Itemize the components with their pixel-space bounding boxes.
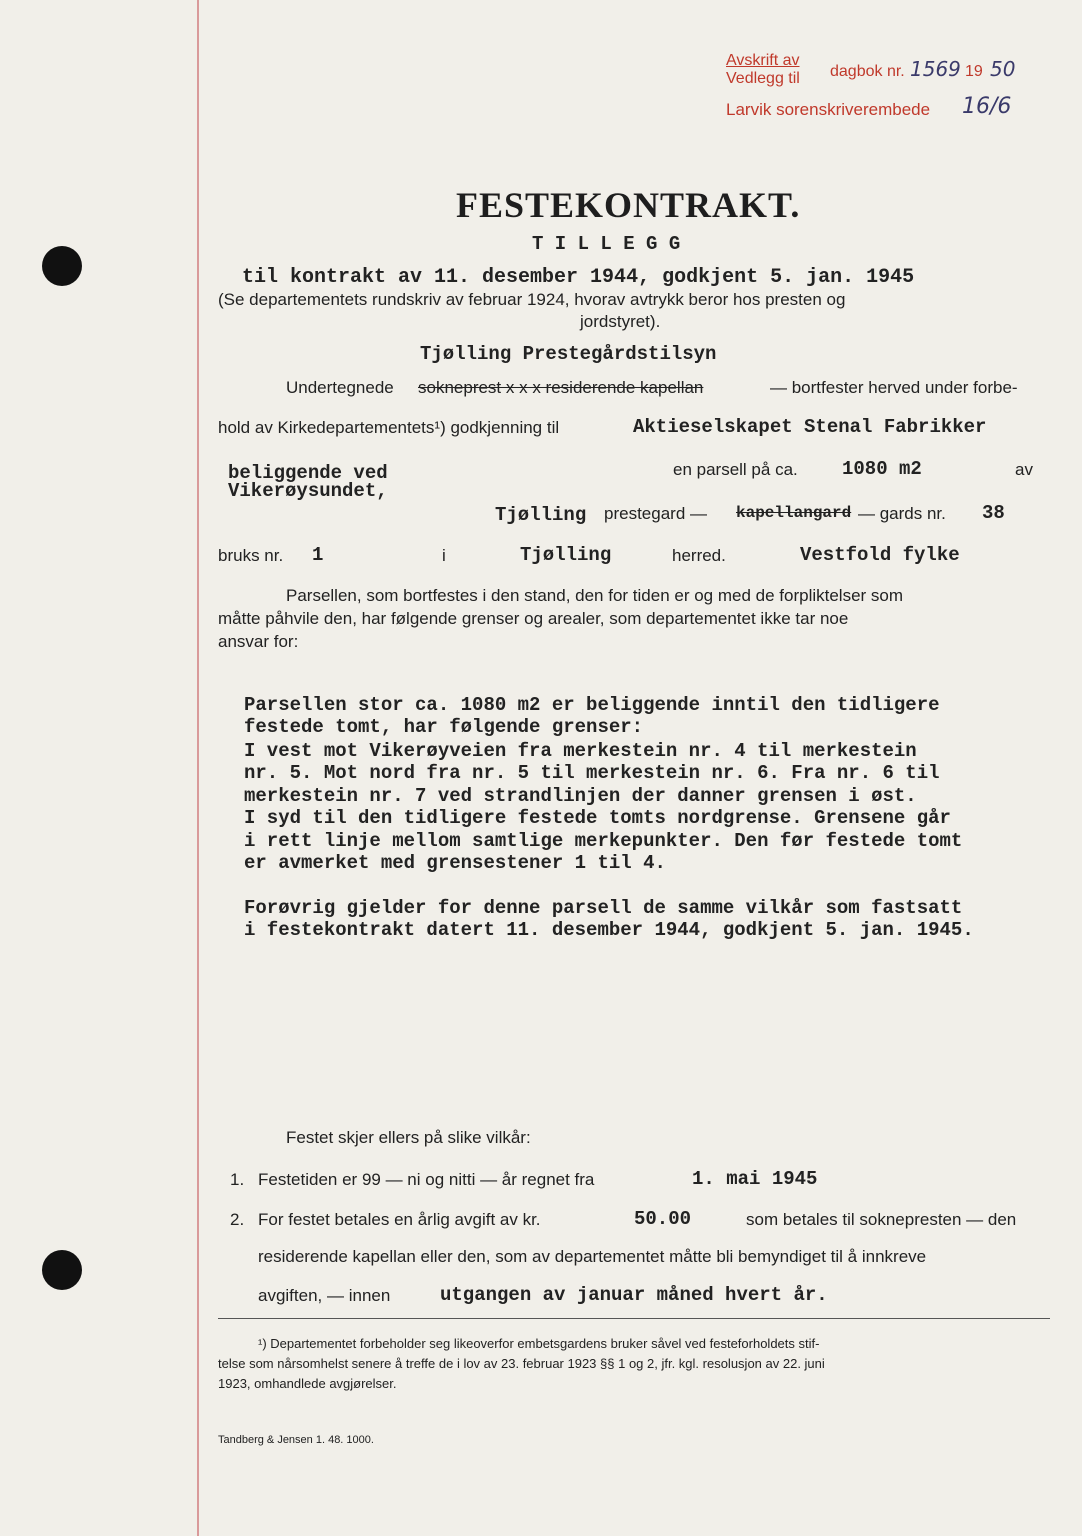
stamp-date: 16/6 [962, 94, 1012, 119]
condition-2-line-3: avgiften, — innen [258, 1286, 391, 1305]
condition-2-amount: 50.00 [634, 1208, 692, 1230]
conditions-intro: Festet skjer ellers på slike vilkår: [286, 1128, 531, 1147]
footnote-line-1: ¹) Departementet forbeholder seg likeoverfor embetsgardens bruker såvel ved festeforholdets stif- [258, 1336, 820, 1351]
stamp-year-prefix: 19 [965, 63, 983, 80]
typed-line-2: Forøvrig gjelder for denne parsell de samme vilkår som fastsatt [244, 897, 963, 919]
punch-hole-bottom [42, 1250, 82, 1290]
typed-line: I syd til den tidligere festede tomts nordgrense. Grensene går [244, 807, 951, 829]
typed-line: i rett linje mellom samtlige merkepunkter. Den før festede tomt [244, 830, 963, 852]
bruks-nr: 1 [312, 544, 324, 566]
footnote-line-3: 1923, omhandlede avgjørelser. [218, 1376, 397, 1391]
hold-line: hold av Kirkedepartementets¹) godkjenning til [218, 418, 560, 437]
typed-line: merkestein nr. 7 ved strandlinjen der danner grensen i øst. [244, 785, 917, 807]
condition-2-line-2: residerende kapellan eller den, som av departementet måtte bli bemyndiget til å innkreve [258, 1247, 927, 1266]
gards-nr: 38 [982, 502, 1005, 524]
lessee-name: Aktieselskapet Stenal Fabrikker [633, 416, 987, 438]
condition-1-date: 1. mai 1945 [692, 1168, 818, 1190]
typed-line: festede tomt, har følgende grenser: [244, 716, 644, 738]
parsellen-line-2: måtte påhvile den, har følgende grenser og arealer, som departementet ikke tar noe [218, 609, 849, 628]
footnote-line-2: telse som nårsomhelst senere å treffe de i lov av 23. februar 1923 §§ 1 og 2, jfr. kgl. resolusjon av 22. juni [218, 1356, 825, 1371]
typed-line: I vest mot Vikerøyveien fra merkestein nr. 4 til merkestein [244, 740, 917, 762]
bortfester-line: — bortfester herved under forbe- [770, 378, 1018, 397]
parsellen-line-1: Parsellen, som bortfestes i den stand, den for tiden er og med de forpliktelser som [286, 586, 904, 605]
page-title: FESTEKONTRAKT. [456, 185, 801, 225]
av-label: av [1015, 460, 1033, 479]
condition-2-number: 2. [230, 1210, 245, 1229]
typed-line: Parsellen stor ca. 1080 m2 er beliggende inntil den tidligere [244, 694, 940, 716]
condition-2-text: For festet betales en årlig avgift av kr. [258, 1210, 541, 1229]
condition-1-text: Festetiden er 99 — ni og nitti — år regnet fra [258, 1170, 595, 1189]
note-line-2: jordstyret). [580, 312, 661, 331]
bruks-nr-label: bruks nr. [218, 546, 284, 565]
typed-line-2: i festekontrakt datert 11. desember 1944, godkjent 5. jan. 1945. [244, 919, 974, 941]
herred-label: herred. [672, 546, 726, 565]
printer-imprint: Tandberg & Jensen 1. 48. 1000. [218, 1434, 374, 1446]
note-line-1: (Se departementets rundskriv av februar 1924, hvorav avtrykk beror hos presten og [218, 290, 846, 309]
subtitle: T I L L E G G [532, 233, 681, 255]
authority: Tjølling Prestegårdstilsyn [420, 343, 717, 365]
stamp-line2: Vedlegg til [726, 70, 800, 87]
stamp-line1: Avskrift av [726, 52, 800, 69]
stamp-year-suffix: 50 [990, 57, 1016, 81]
herred-name: Tjølling [520, 544, 612, 566]
struck-kapellangard: kapellangard [736, 504, 852, 522]
margin-line [197, 0, 199, 1536]
parcel-area: 1080 m2 [842, 458, 922, 480]
fylke: Vestfold fylke [800, 544, 960, 566]
condition-1-number: 1. [230, 1170, 245, 1189]
stamp-dagbok-number: 1569 [910, 57, 961, 81]
punch-hole-top [42, 246, 82, 286]
parcel-text: en parsell på ca. [673, 460, 798, 479]
farm-name: Tjølling [495, 504, 587, 526]
prestegard-label: prestegard — [604, 504, 707, 523]
footnote-rule [218, 1318, 1050, 1319]
typed-line: nr. 5. Mot nord fra nr. 5 til merkestein nr. 6. Fra nr. 6 til [244, 762, 940, 784]
i-label: i [442, 546, 446, 565]
undertegnede-label: Undertegnede [286, 378, 394, 397]
contract-reference: til kontrakt av 11. desember 1944, godkjent 5. jan. 1945 [242, 266, 915, 289]
condition-2-deadline: utgangen av januar måned hvert år. [440, 1284, 828, 1306]
typed-line: er avmerket med grensestener 1 til 4. [244, 852, 666, 874]
struck-role: sokneprest x x x residerende kapellan [418, 378, 704, 397]
location-line-2: Vikerøysundet, [228, 480, 388, 502]
location-line-1: beliggende ved [228, 462, 388, 484]
gards-nr-label: — gards nr. [858, 504, 946, 523]
stamp-dagbok: dagbok nr. [830, 63, 905, 80]
parsellen-line-3: ansvar for: [218, 632, 299, 651]
condition-2-rest: som betales til soknepresten — den [746, 1210, 1017, 1229]
stamp-office: Larvik sorenskriverembede [726, 100, 931, 119]
